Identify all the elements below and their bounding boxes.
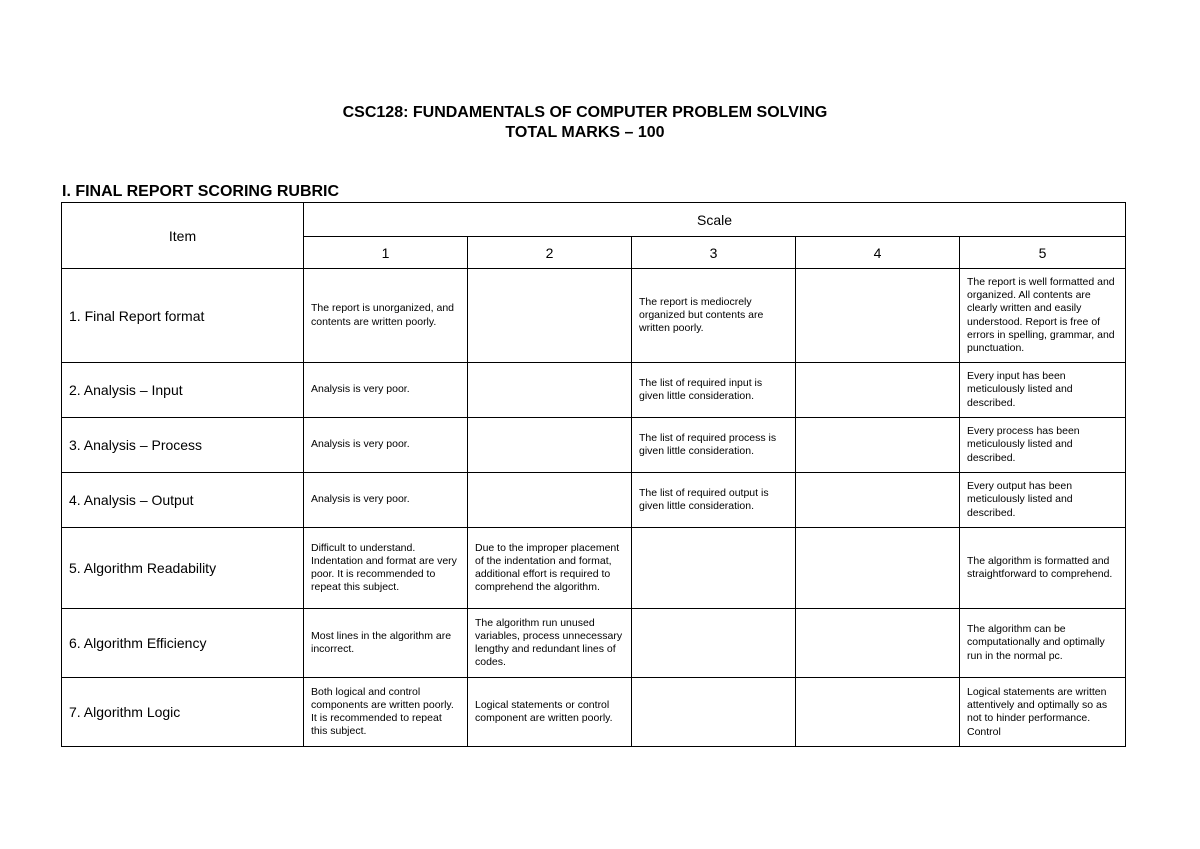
score-4-cell bbox=[796, 269, 960, 363]
row-item-label: 2. Analysis – Input bbox=[62, 363, 304, 418]
score-2-cell: The algorithm run unused variables, process unnecessary lengthy and redundant lines of codes. bbox=[468, 609, 632, 678]
row-item-label: 6. Algorithm Efficiency bbox=[62, 609, 304, 678]
score-4-cell bbox=[796, 528, 960, 609]
score-3-cell: The list of required input is given little consideration. bbox=[632, 363, 796, 418]
score-1-cell: Most lines in the algorithm are incorrect. bbox=[304, 609, 468, 678]
score-5-cell: Every process has been meticulously listed and described. bbox=[960, 418, 1126, 473]
row-item-label: 5. Algorithm Readability bbox=[62, 528, 304, 609]
document-title bbox=[0, 103, 1170, 143]
row-item-label: 1. Final Report format bbox=[62, 269, 304, 363]
item-header: Item bbox=[62, 203, 304, 269]
score-4-cell bbox=[796, 609, 960, 678]
score-2-cell bbox=[468, 473, 632, 528]
score-3-cell bbox=[632, 609, 796, 678]
score-3-cell: The list of required process is given little consideration. bbox=[632, 418, 796, 473]
score-5-cell: The algorithm is formatted and straightforward to comprehend. bbox=[960, 528, 1126, 609]
score-1-cell: The report is unorganized, and contents are written poorly. bbox=[304, 269, 468, 363]
score-3-cell: The report is mediocrely organized but contents are written poorly. bbox=[632, 269, 796, 363]
score-3-cell: The list of required output is given little consideration. bbox=[632, 473, 796, 528]
scale-header: Scale bbox=[304, 203, 1126, 237]
score-5-cell: Every output has been meticulously listed and described. bbox=[960, 473, 1126, 528]
score-2-cell bbox=[468, 269, 632, 363]
score-1-cell: Analysis is very poor. bbox=[304, 473, 468, 528]
scale-level-5: 5 bbox=[960, 237, 1126, 269]
score-3-cell bbox=[632, 678, 796, 747]
table-row bbox=[62, 473, 1126, 528]
table-row bbox=[62, 363, 1126, 418]
score-2-cell bbox=[468, 363, 632, 418]
section-heading: I. FINAL REPORT SCORING RUBRIC bbox=[62, 183, 340, 200]
table-row bbox=[62, 269, 1126, 363]
score-5-cell: The algorithm can be computationally and optimally run in the normal pc. bbox=[960, 609, 1126, 678]
score-2-cell bbox=[468, 418, 632, 473]
score-4-cell bbox=[796, 363, 960, 418]
title-course: CSC128: FUNDAMENTALS OF COMPUTER PROBLEM SOLVING bbox=[342, 104, 828, 121]
table-row bbox=[62, 418, 1126, 473]
score-4-cell bbox=[796, 678, 960, 747]
title-total-marks: TOTAL MARKS – 100 bbox=[505, 124, 665, 141]
score-4-cell bbox=[796, 473, 960, 528]
row-item-label: 7. Algorithm Logic bbox=[62, 678, 304, 747]
score-3-cell bbox=[632, 528, 796, 609]
score-2-cell: Due to the improper placement of the indentation and format, additional effort is required to comprehend the algorithm. bbox=[468, 528, 632, 609]
scale-level-3: 3 bbox=[632, 237, 796, 269]
scale-level-1: 1 bbox=[304, 237, 468, 269]
table-row bbox=[62, 678, 1126, 747]
score-1-cell: Difficult to understand. Indentation and format are very poor. It is recommended to repeat this subject. bbox=[304, 528, 468, 609]
score-4-cell bbox=[796, 418, 960, 473]
score-1-cell: Analysis is very poor. bbox=[304, 418, 468, 473]
rubric-table bbox=[61, 202, 1126, 747]
row-item-label: 4. Analysis – Output bbox=[62, 473, 304, 528]
table-row bbox=[62, 528, 1126, 609]
table-row bbox=[62, 609, 1126, 678]
row-item-label: 3. Analysis – Process bbox=[62, 418, 304, 473]
score-1-cell: Analysis is very poor. bbox=[304, 363, 468, 418]
score-2-cell: Logical statements or control component are written poorly. bbox=[468, 678, 632, 747]
score-1-cell: Both logical and control components are written poorly. It is recommended to repeat this subject. bbox=[304, 678, 468, 747]
score-5-cell: Logical statements are written attentively and optimally so as not to hinder performance. Control bbox=[960, 678, 1126, 747]
scale-level-2: 2 bbox=[468, 237, 632, 269]
scale-level-4: 4 bbox=[796, 237, 960, 269]
score-5-cell: The report is well formatted and organized. All contents are clearly written and easily understood. Report is free of errors in spelling, grammar, and punctuation. bbox=[960, 269, 1126, 363]
score-5-cell: Every input has been meticulously listed and described. bbox=[960, 363, 1126, 418]
